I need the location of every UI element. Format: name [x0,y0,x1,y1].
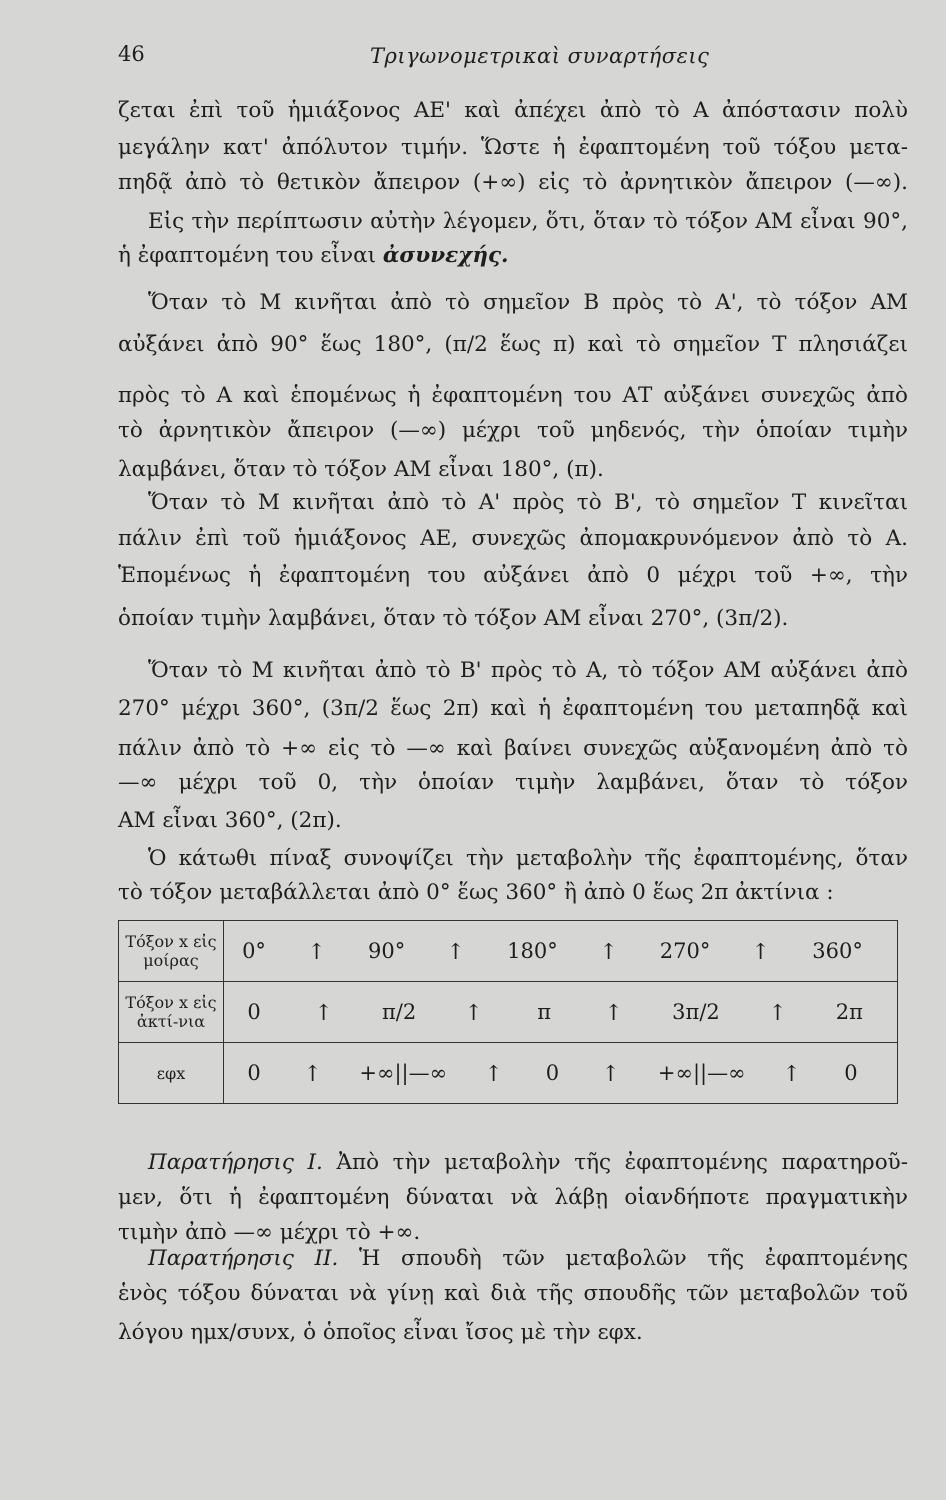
increasing-arrow-icon: ↗ [595,1057,627,1089]
table-cell: 0 [545,1061,560,1085]
running-head: Τριγωνομετρικαὶ συναρτήσεις [370,44,710,68]
text-line: Εἰς τὴν περίπτωσιν αὐτὴν λέγομεν, ὅτι, ὅταν τὸ τόξον ΑΜ εἶναι 90°, [148,209,908,234]
text-line: πηδᾷ ἀπὸ τὸ θετικὸν ἄπειρον (+∞) εἰς τὸ ἀρνητικὸν ἄπειρον (—∞). [118,170,908,195]
increasing-arrow-icon: ↗ [593,935,625,967]
emphasized-term: ἀσυνεχής. [382,243,509,268]
text-line: αὐξάνει ἀπὸ 90° ἕως 180°, (π/2 ἕως π) καὶ τὸ σημεῖον Τ πλησιάζει [118,332,908,357]
text-line: τιμὴν ἀπὸ —∞ μέχρι τὸ +∞. [118,1220,421,1245]
text-run: Ἡ σπουδὴ τῶν μεταβολῶν τῆς ἐφαπτομένης [359,1246,908,1271]
table-cell: +∞||—∞ [359,1061,448,1085]
text-line: Ὁ κάτωθι πίναξ συνοψίζει τὴν μεταβολὴν τῆς ἐφαπτομένης, ὅταν [148,846,908,871]
increasing-arrow-icon: ↗ [440,935,472,967]
text-line: Ὅταν τὸ Μ κινῆται ἀπὸ τὸ Β' πρὸς τὸ Α, τὸ τόξον ΑΜ αὐξάνει ἀπὸ [148,658,908,683]
row-header: εφx [119,1043,224,1104]
row-values [224,921,898,982]
text-line: ἑνὸς τόξου δύναται νὰ γίνῃ καὶ διὰ τῆς σπουδῆς τῶν μεταβολῶν τοῦ [118,1281,908,1306]
text-line: πάλιν ἐπὶ τοῦ ἡμιάξονος ΑΕ, συνεχῶς ἀπομακρυνόμενον ἀπὸ τὸ Α. [118,526,908,551]
table-cell: 0 [247,1061,261,1085]
text-line [148,1148,908,1178]
text-line: τὸ τόξον μεταβάλλεται ἀπὸ 0° ἕως 360° ἢ ἀπὸ 0 ἕως 2π ἀκτίνια : [118,880,834,905]
text-line: —∞ μέχρι τοῦ 0, τὴν ὁποίαν τιμὴν λαμβάνει, ὅταν τὸ τόξον [118,770,908,795]
table-cell: 270° [659,939,711,963]
increasing-arrow-icon: ↗ [745,935,777,967]
text-line: μεν, ὅτι ἡ ἐφαπτομένη δύναται νὰ λάβῃ οἱανδήποτε πραγματικὴν [118,1185,908,1210]
text-line: Ἑπομένως ἡ ἐφαπτομένη του αὐξάνει ἀπὸ 0 μέχρι τοῦ +∞, τὴν [118,563,908,588]
text-line: μεγάλην κατ' ἀπόλυτον τιμήν. Ὥστε ἡ ἐφαπτομένη τοῦ τόξου μετα- [118,135,908,160]
table-cell: 0 [247,1000,261,1024]
table-row [119,1043,898,1104]
page-header [0,42,946,78]
table-cell: +∞||—∞ [657,1061,746,1085]
table-row [119,982,898,1043]
table-cell: 360° [812,939,863,963]
table-row [119,921,898,982]
text-line: πάλιν ἀπὸ τὸ +∞ εἰς τὸ —∞ καὶ βαίνει συνεχῶς αὐξανομένη ἀπὸ τὸ [118,736,908,761]
row-values [224,982,898,1043]
increasing-arrow-icon: ↗ [308,996,340,1028]
variation-table [118,920,898,1104]
text-line: Ὅταν τὸ Μ κινῆται ἀπὸ τὸ Α' πρὸς τὸ Β', τὸ σημεῖον Τ κινεῖται [148,490,908,515]
row-header: Τόξον x εἰς μοίρας [119,921,224,982]
table-cell: π/2 [381,1000,417,1024]
row-values [224,1043,898,1104]
table-cell: 3π/2 [672,1000,720,1024]
remark-label: Παρατήρησις II. [148,1246,339,1271]
text-line: ὁποίαν τιμὴν λαμβάνει, ὅταν τὸ τόξον ΑΜ εἶναι 270°, (3π/2). [118,606,789,631]
text-line: πρὸς τὸ Α καὶ ἑπομένως ἡ ἐφαπτομένη του ΑΤ αὐξάνει συνεχῶς ἀπὸ [118,383,908,408]
remark-label: Παρατήρησις I. [148,1150,323,1175]
table-cell: 180° [507,939,558,963]
row-header: Τόξον x εἰς ἀκτί-νια [119,982,224,1043]
table-cell: 90° [367,939,406,963]
text-line: ΑΜ εἶναι 360°, (2π). [118,808,342,833]
increasing-arrow-icon: ↗ [776,1057,808,1089]
increasing-arrow-icon: ↗ [301,935,333,967]
increasing-arrow-icon: ↗ [478,1057,510,1089]
table-cell: 0° [242,939,266,963]
text-line [118,241,908,271]
increasing-arrow-icon: ↗ [297,1057,329,1089]
text-run: ἡ ἐφαπτομένη του εἶναι [118,243,377,268]
text-line: Ὅταν τὸ Μ κινῆται ἀπὸ τὸ σημεῖον Β πρὸς τὸ Α', τὸ τόξον ΑΜ [148,290,908,315]
text-line: ζεται ἐπὶ τοῦ ἡμιάξονος ΑΕ' καὶ ἀπέχει ἀπὸ τὸ Α ἀπόστασιν πολὺ [118,98,908,123]
text-line: λόγου ημx/συνx, ὁ ὁποῖος εἶναι ἴσος μὲ τὴν εφx. [118,1320,643,1345]
text-line: τὸ ἀρνητικὸν ἄπειρον (—∞) μέχρι τοῦ μηδενός, τὴν ὁποίαν τιμὴν [118,418,908,443]
text-line: 270° μέχρι 360°, (3π/2 ἕως 2π) καὶ ἡ ἐφαπτομένη του μεταπηδᾷ καὶ [118,696,908,721]
table-cell: π [537,1000,552,1024]
text-run: Ἀπὸ τὴν μεταβολὴν τῆς ἐφαπτομένης παρατηροῦ- [336,1150,908,1175]
table-cell: 0 [844,1061,858,1085]
text-line [148,1244,908,1274]
increasing-arrow-icon: ↗ [458,996,490,1028]
page-number: 46 [118,42,145,66]
increasing-arrow-icon: ↗ [762,996,794,1028]
text-line: λαμβάνει, ὅταν τὸ τόξον ΑΜ εἶναι 180°, (π). [118,457,604,482]
table-cell: 2π [835,1000,863,1024]
increasing-arrow-icon: ↗ [598,996,630,1028]
